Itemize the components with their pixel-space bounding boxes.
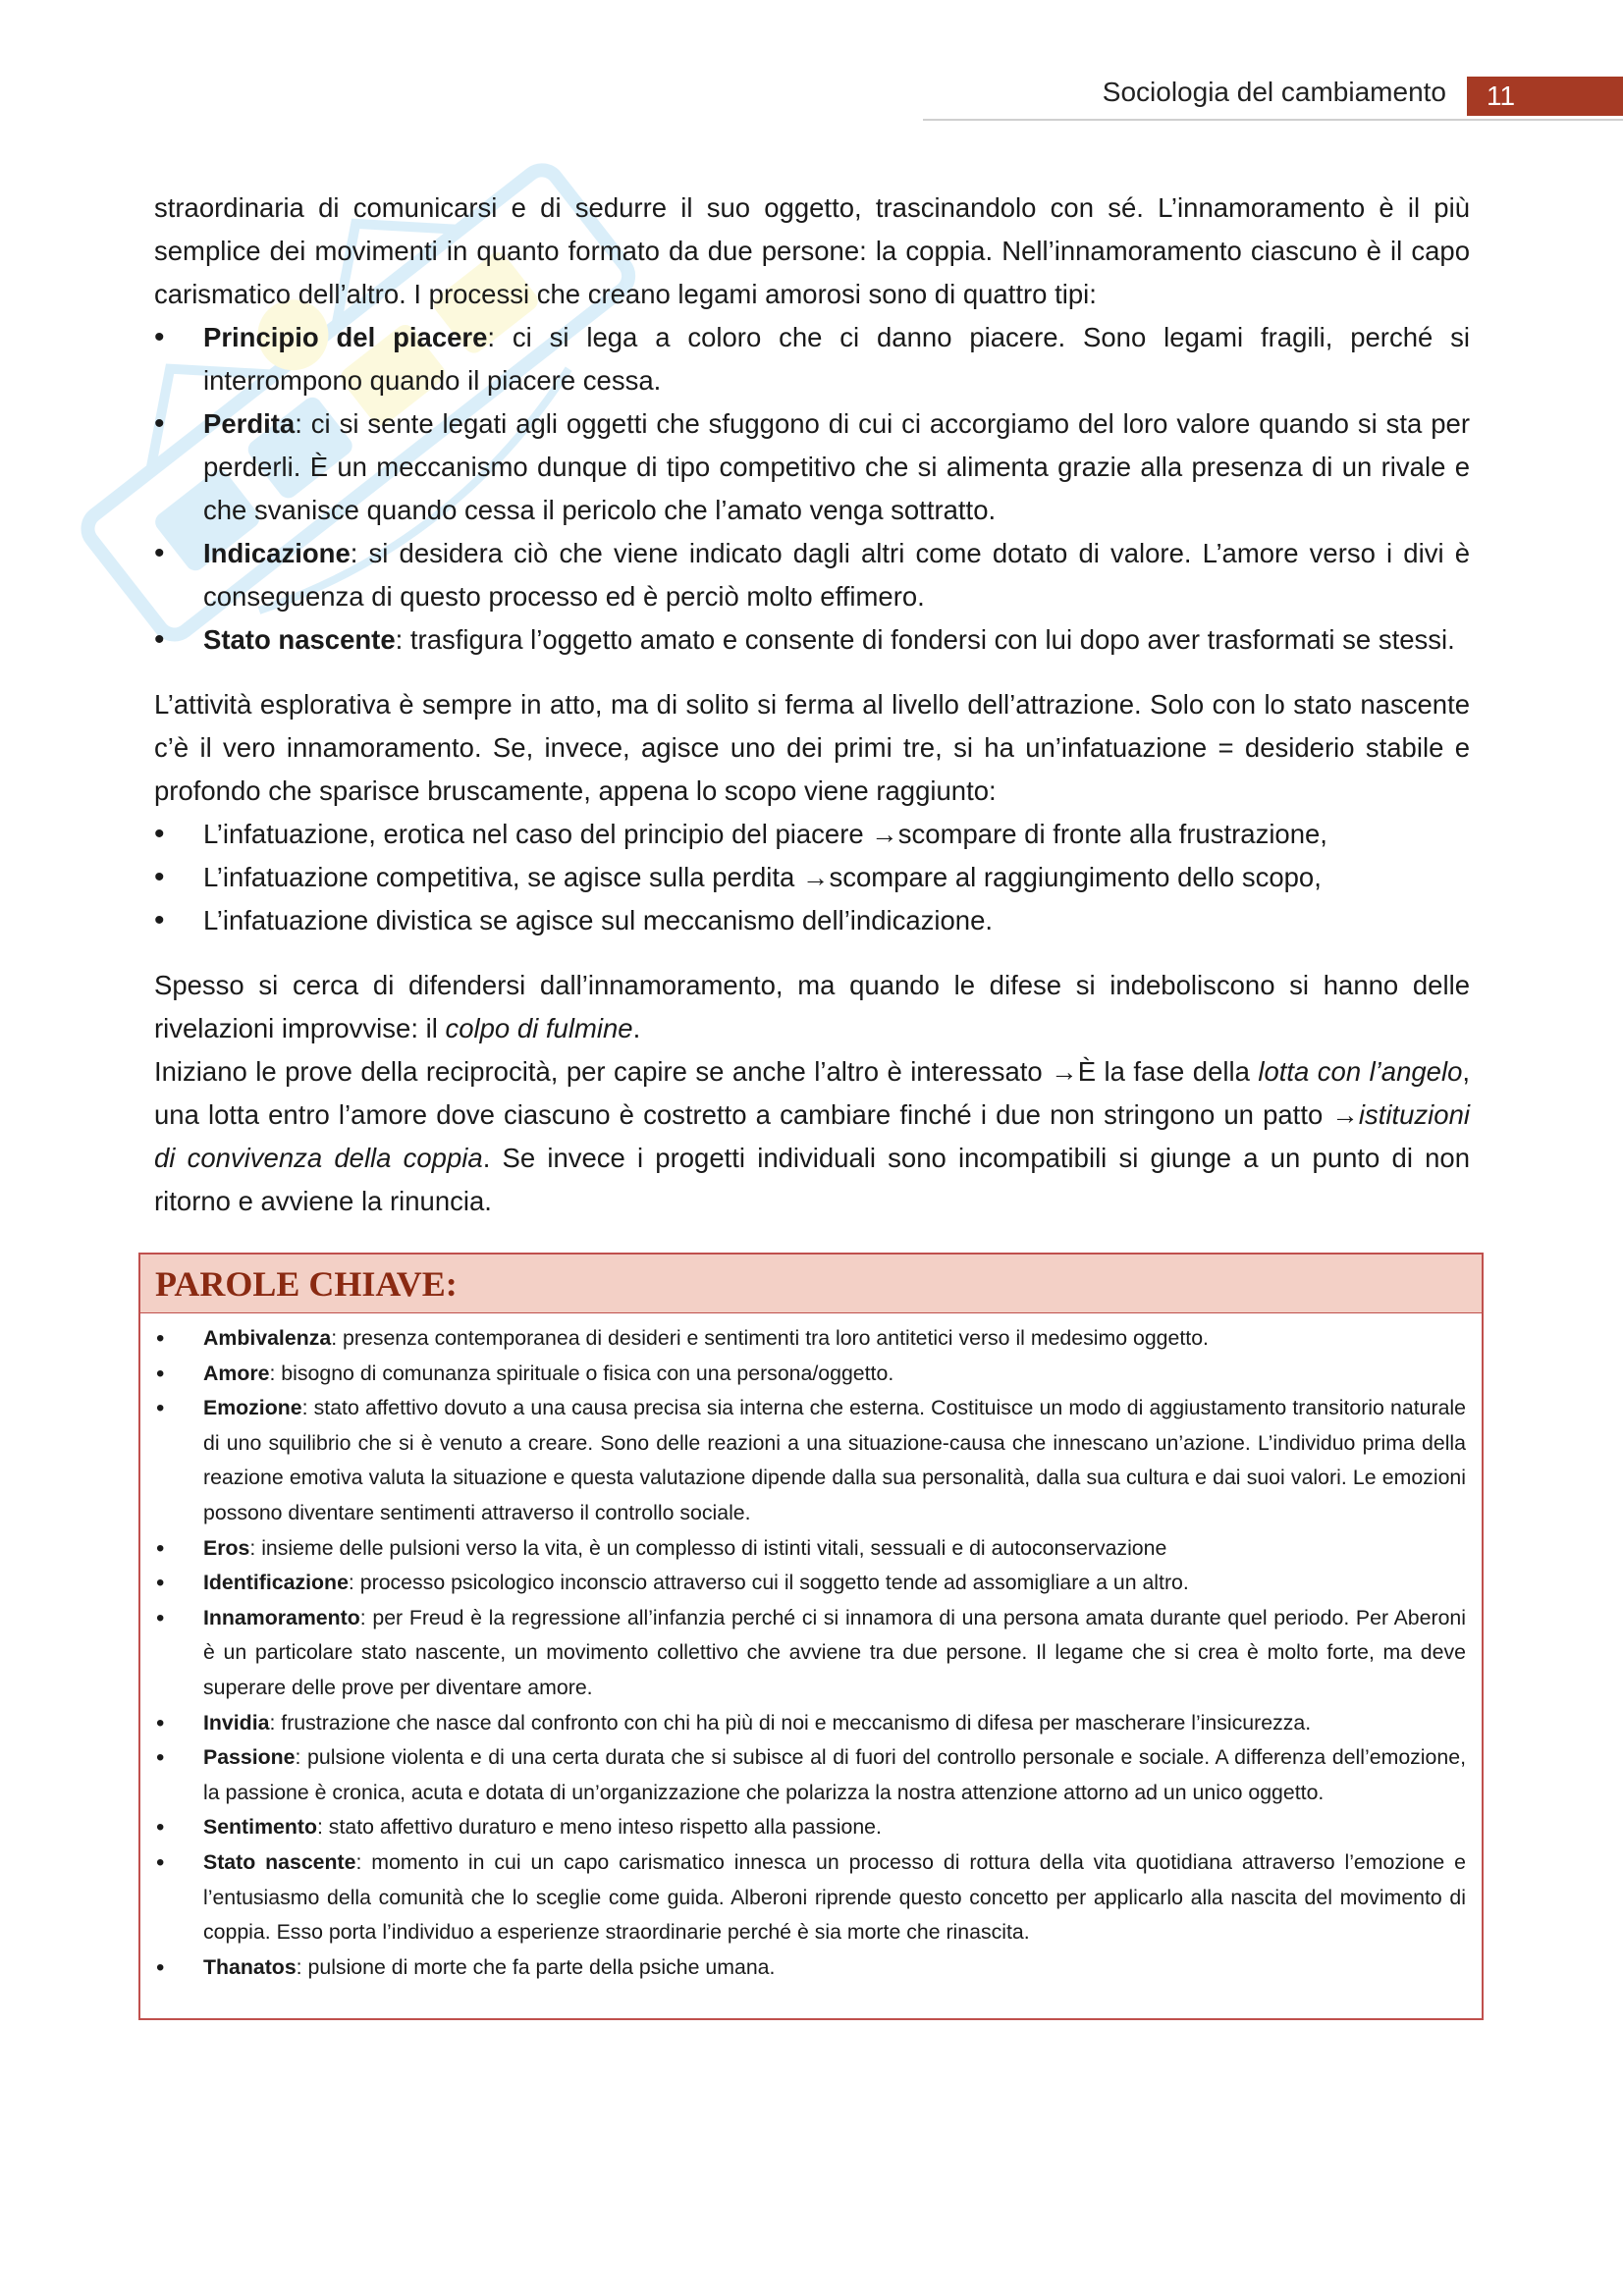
- keyword-item: • Thanatos: pulsione di morte che fa parte della psiche umana.: [156, 1950, 1466, 1986]
- reciprocity-paragraph: Iniziano le prove della reciprocità, per capire se anche l’altro è interessato →È la fase della lotta con l’angelo, una lotta entro l’amore dove ciascuno è costretto a cambiare finché i due non stringono un patto →istituzioni di convivenza della coppia. Se invece i progetti individuali sono incompatibili si giunge a un punto di non ritorno e avviene la rinuncia.: [154, 1056, 1471, 1216]
- keyword-item: • Invidia: frustrazione che nasce dal confronto con chi ha più di noi e meccanismo di difesa per mascherare l’insicurezza.: [156, 1706, 1466, 1741]
- intro-paragraph: straordinaria di comunicarsi e di sedurre il suo oggetto, trascinandolo con sé. L’innamoramento è il più semplice dei movimenti in quanto formato da due persone: la coppia. Nell’innamoramento ciascuno è il capo carismatico dell’altro. I processi che creano legami amorosi sono di quattro tipi:: [154, 192, 1470, 309]
- list-item: • Stato nascente: trasfigura l’oggetto amato e consente di fondersi con lui dopo aver trasformati se stessi.: [154, 618, 1470, 662]
- keyword-item: • Identificazione: processo psicologico inconscio attraverso cui il soggetto tende ad assomigliare a un altro.: [156, 1566, 1466, 1601]
- keywords-list: [140, 1313, 1482, 1985]
- keyword-item: • Innamoramento: per Freud è la regressione all’infanzia perché ci si innamora di una persona amata durante quel periodo. Per Aberoni è un particolare stato nascente, un movimento collettivo che avviene tra due persone. Il legame che si crea è molto forte, ma deve superare delle prove per diventare amore.: [156, 1601, 1466, 1706]
- love-processes-list: [154, 316, 1470, 662]
- main-content: [154, 187, 1470, 1223]
- arrow-icon: →: [1051, 1056, 1078, 1087]
- keyword-item: • Emozione: stato affettivo dovuto a una causa precisa sia interna che esterna. Costituisce un modo di aggiustamento transitorio naturale di uno squilibrio che si è venuto a creare. Sono delle reazioni a una situazione-causa che innescano un’azione. L’individuo prima della reazione emotiva valuta la situazione e questa valutazione dipende dalla sua personalità, dalla sua cultura e dai suoi valori. Le emozioni possono diventare sentimenti attraverso il controllo sociale.: [156, 1391, 1466, 1530]
- keyword-item: • Ambivalenza: presenza contemporanea di desideri e sentimenti tra loro antitetici verso il medesimo oggetto.: [156, 1321, 1466, 1357]
- list-item: • L’infatuazione divistica se agisce sul meccanismo dell’indicazione.: [154, 899, 1470, 942]
- page-number-badge: 11: [1467, 77, 1623, 116]
- infatuation-list: [154, 813, 1470, 942]
- keywords-title: PAROLE CHIAVE:: [140, 1255, 1482, 1313]
- keyword-item: • Eros: insieme delle pulsioni verso la vita, è un complesso di istinti vitali, sessuali e di autoconservazione: [156, 1531, 1466, 1567]
- keywords-box: [138, 1253, 1484, 2020]
- arrow-icon: →: [801, 862, 830, 892]
- arrow-icon: →: [1331, 1099, 1359, 1130]
- defense-paragraph: Spesso si cerca di difendersi dall’innamoramento, ma quando le difese si indeboliscono si hanno delle rivelazioni improvvise: il colpo di fulmine.: [154, 970, 1470, 1043]
- list-item: • Indicazione: si desidera ciò che viene indicato dagli altri come dotato di valore. L’amore verso i divi è conseguenza di questo processo ed è perciò molto effimero.: [154, 532, 1470, 618]
- keyword-item: • Sentimento: stato affettivo duraturo e meno inteso rispetto alla passione.: [156, 1810, 1466, 1845]
- list-item: • L’infatuazione, erotica nel caso del principio del piacere →scompare di fronte alla frustrazione,: [154, 813, 1470, 856]
- term: Principio del piacere: [203, 322, 488, 352]
- running-header-title: Sociologia del cambiamento: [1102, 77, 1446, 107]
- keyword-item: • Amore: bisogno di comunanza spirituale o fisica con una persona/oggetto.: [156, 1357, 1466, 1392]
- term: Perdita: [203, 408, 296, 439]
- exploration-paragraph: L’attività esplorativa è sempre in atto, ma di solito si ferma al livello dell’attrazione. Solo con lo stato nascente c’è il vero innamoramento. Se, invece, agisce uno dei primi tre, si ha un’infatuazione = desiderio stabile e profondo che sparisce bruscamente, appena lo scopo viene raggiunto:: [154, 689, 1470, 806]
- arrow-icon: →: [871, 819, 898, 849]
- term: Stato nascente: [203, 624, 396, 655]
- header-divider: [923, 119, 1623, 121]
- list-item: • Principio del piacere: ci si lega a coloro che ci danno piacere. Sono legami fragili, perché si interrompono quando il piacere cessa.: [154, 316, 1470, 402]
- keyword-item: • Passione: pulsione violenta e di una certa durata che si subisce al di fuori del controllo personale e sociale. A differenza dell’emozione, la passione è cronica, acuta e dotata di un’organizzazione che polarizza la nostra attenzione attorno ad un unico oggetto.: [156, 1740, 1466, 1810]
- term: Indicazione: [203, 538, 351, 568]
- list-item: • L’infatuazione competitiva, se agisce sulla perdita →scompare al raggiungimento dello scopo,: [154, 856, 1470, 899]
- list-item: • Perdita: ci si sente legati agli oggetti che sfuggono di cui ci accorgiamo del loro valore quando si sta per perderli. È un meccanismo dunque di tipo competitivo che si alimenta grazie alla presenza di un rivale e che svanisce quando cessa il pericolo che l’amato venga sottratto.: [154, 402, 1470, 532]
- keyword-item: • Stato nascente: momento in cui un capo carismatico innesca un processo di rottura della vita quotidiana attraverso l’emozione e l’entusiasmo della comunità che lo sceglie come guida. Alberoni riprende questo concetto per applicarlo alla nascita del movimento di coppia. Esso porta l’individuo a esperienze straordinarie perché è sia morte che rinascita.: [156, 1845, 1466, 1950]
